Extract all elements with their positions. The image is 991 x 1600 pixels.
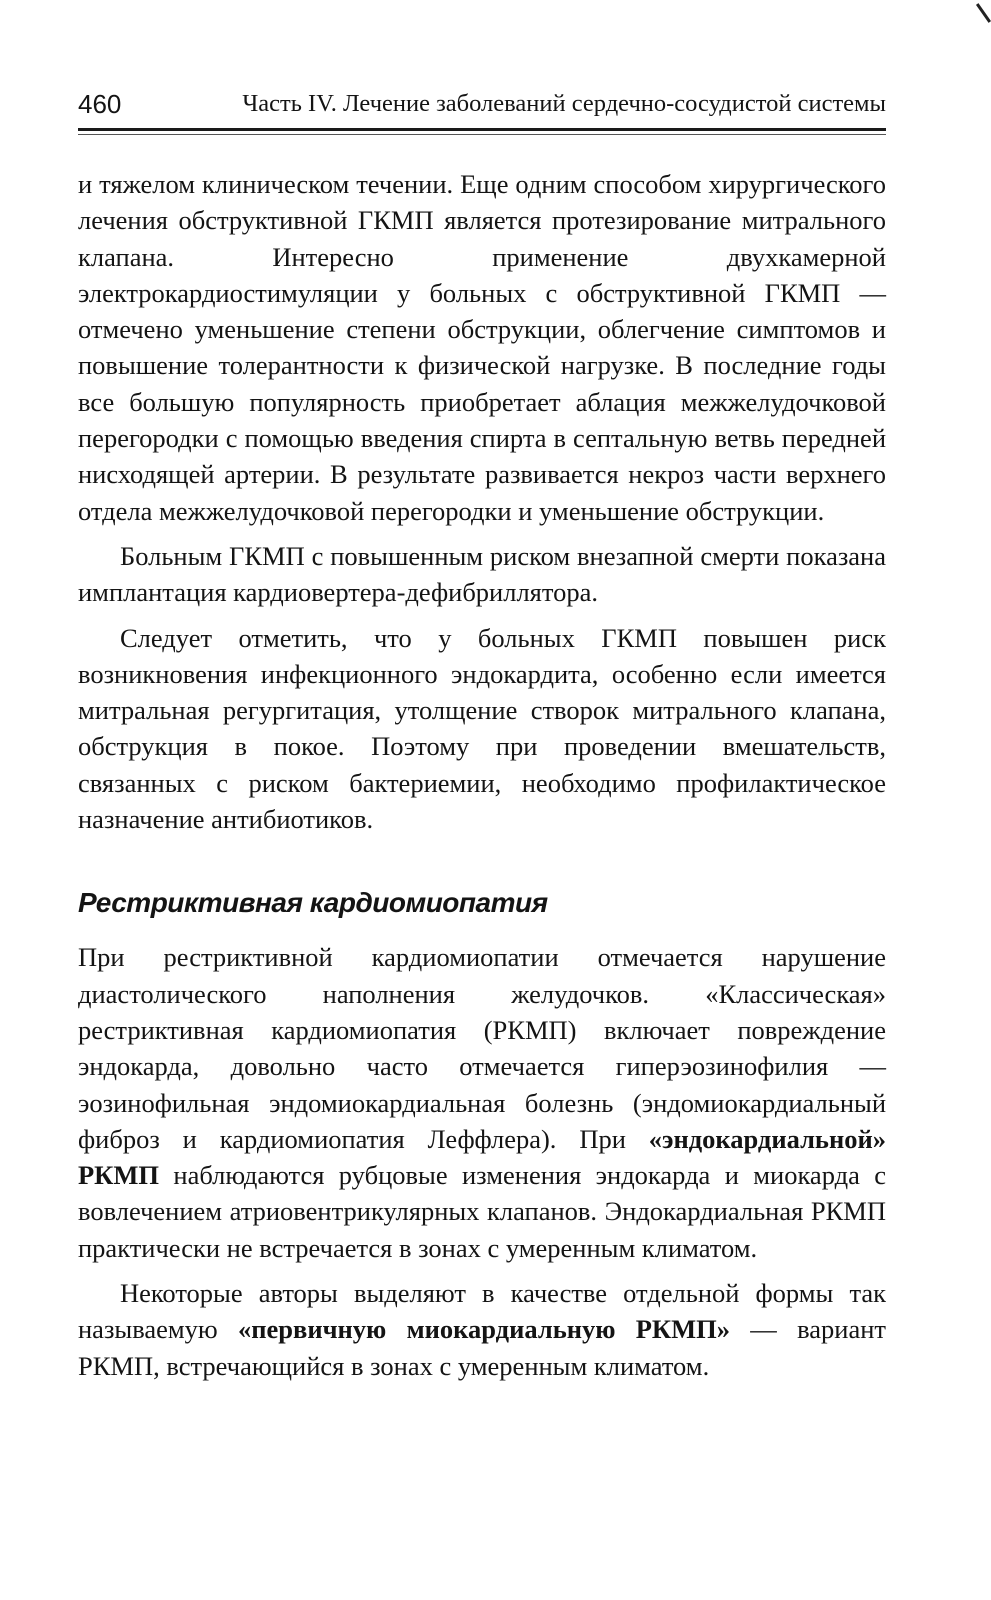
section-heading: Рестриктивная кардиомиопатия [78, 887, 548, 919]
paragraph-5-text-a: Некоторые авторы выделяют в качестве отдельной формы так называемую [78, 1278, 886, 1345]
header-rule-thick [78, 128, 886, 131]
paragraph-3: Следует отметить, что у больных ГКМП повышен риск возникновения инфекционного эндокардита, особенно если имеется митральная регургитация, утолщение створок митрального клапана, обструкция в покое. Поэтому при проведении вмешательств, связанных с риском бактериемии, необходимо профилактическое назначение антибиотиков. [78, 622, 886, 835]
running-head [78, 84, 886, 124]
scan-artifact-mark [976, 3, 991, 23]
paragraph-2: Больным ГКМП с повышенным риском внезапной смерти показана имплантация кардиовертера-дефибриллятора. [78, 540, 886, 608]
paragraph-1: и тяжелом клиническом течении. Еще одним способом хирургического лечения обструктивной ГКМП является протезирование митрального клапана. Интересно применение двухкамерной электрокардиостимуляции у больных с обструктивной ГКМП — отмечено уменьшение степени обструкции, облегчение симптомов и повышение толерантности к физической нагрузке. В последние годы все большую популярность приобретает аблация межжелудочковой перегородки с помощью введения спирта в септальную ветвь передней нисходящей артерии. В результате развивается некроз части верхнего отдела межжелудочковой перегородки и уменьшение обструкции. [78, 169, 886, 526]
paragraph-5-text-b: — вариант РКМП, встречающийся в зонах с умеренным климатом. [78, 1314, 886, 1381]
page-number: 460 [78, 89, 122, 119]
paragraph-4 [78, 939, 886, 1266]
paragraph-5 [78, 1275, 886, 1384]
paragraph-4-bold-term: «эндокардиальной» РКМП [78, 1123, 886, 1191]
header-rule-thin [78, 134, 886, 135]
paragraph-4-text-a: При рестриктивной кардиомиопатии отмечается нарушение диастолического наполнения желудочков. «Классическая» рестриктивная кардиомиопатия (РКМП) включает повреждение эндокарда, довольно часто отмечается гиперэозинофилия — эозинофильная эндомиокардиальная болезнь (эндомиокардиальный фиброз и кардиомиопатия Леффлера). При [78, 942, 886, 1154]
paragraph-4-text-b: наблюдаются рубцовые изменения эндокарда и миокарда с вовлечением атриовентрикулярных клапанов. Эндокардиальная РКМП практически не встречается в зонах с умеренным климатом. [78, 1160, 886, 1263]
running-title: Часть IV. Лечение заболеваний сердечно-сосудистой системы [242, 90, 886, 117]
body-text [78, 166, 886, 1384]
paragraph-5-bold-term: «первичную миокардиальную РКМП» [238, 1314, 731, 1345]
